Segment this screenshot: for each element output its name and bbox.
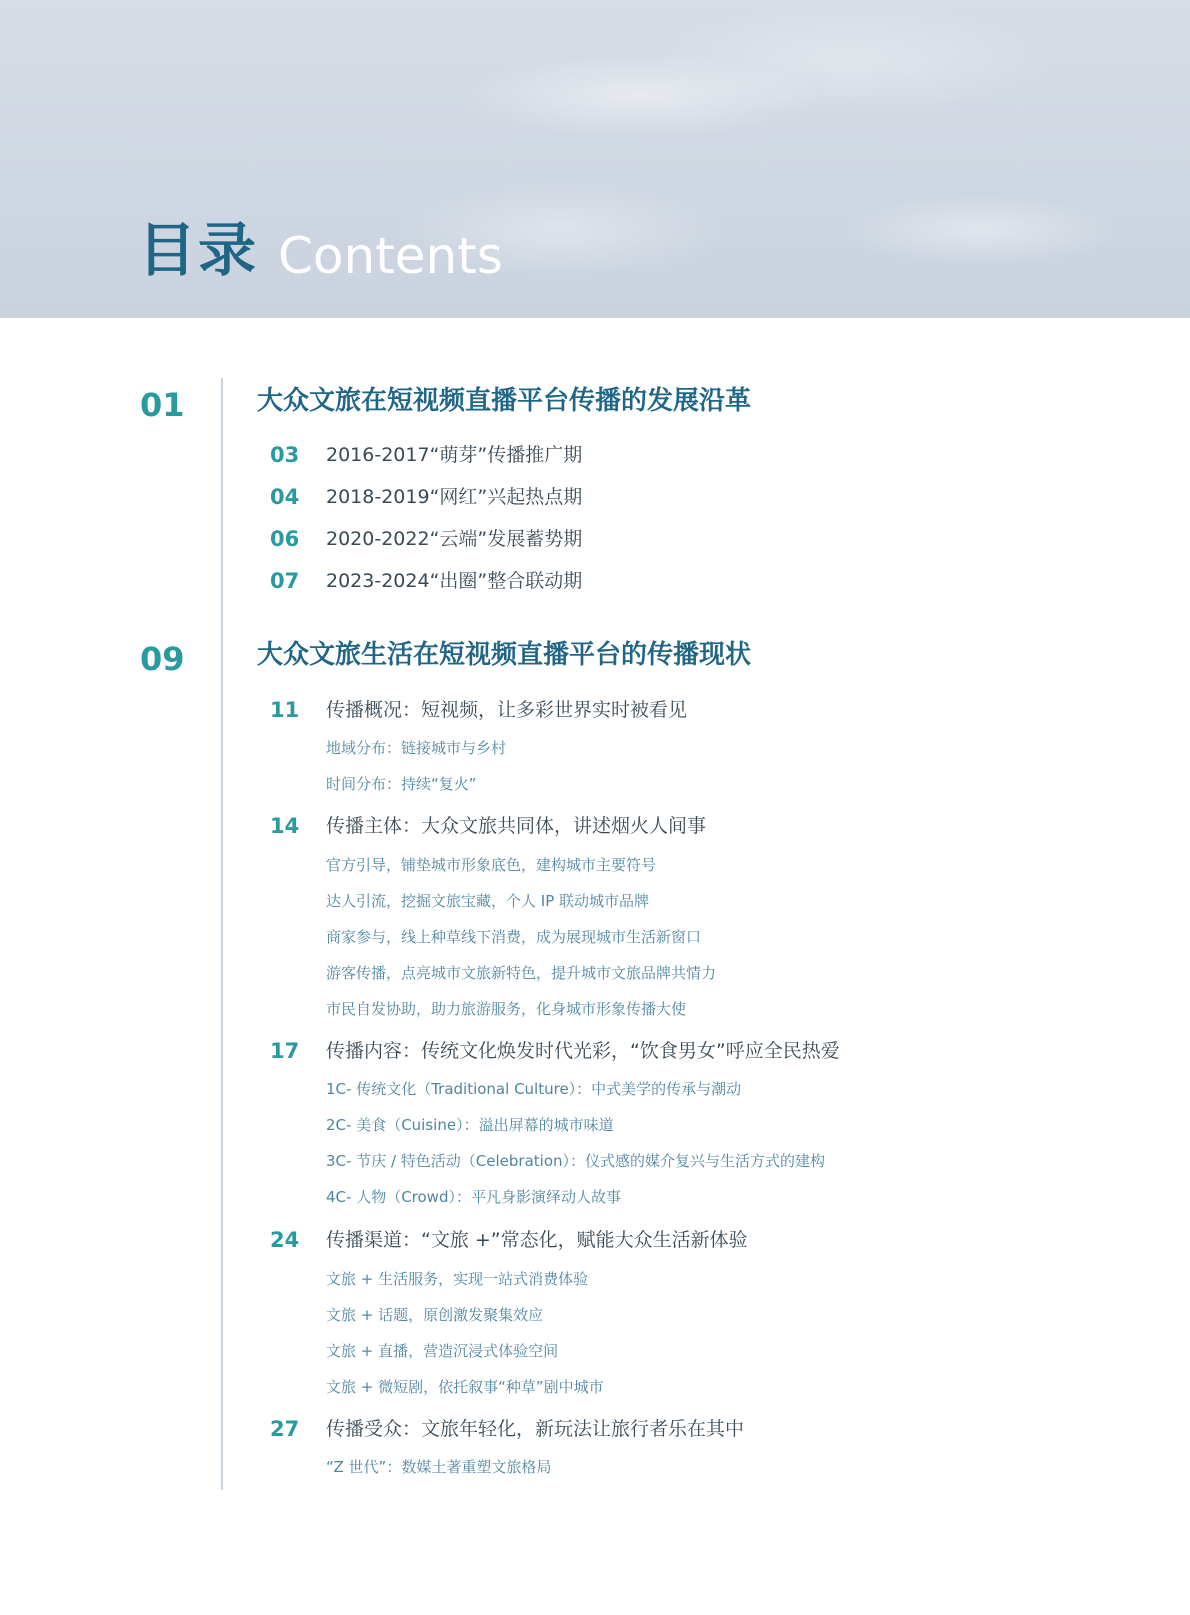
toc-entry[interactable]: 传播概况：短视频，让多彩世界实时被看见 xyxy=(326,699,688,721)
entry-page-number: 17 xyxy=(270,1039,300,1063)
toc-subitem[interactable]: 地域分布：链接城市与乡村 xyxy=(326,739,507,757)
entry-page-number: 07 xyxy=(270,569,300,593)
entry-page-number: 14 xyxy=(270,814,300,838)
toc-entry[interactable]: 2020-2022“云端”发展蓄势期 xyxy=(326,528,583,550)
toc-entry[interactable]: 传播受众：文旅年轻化，新玩法让旅行者乐在其中 xyxy=(326,1418,745,1440)
entry-page-number: 24 xyxy=(270,1228,300,1252)
toc-subitem[interactable]: 官方引导，铺垫城市形象底色，建构城市主要符号 xyxy=(326,856,657,874)
title-chinese: 目录 xyxy=(138,216,259,284)
toc-entry[interactable]: 传播主体：大众文旅共同体，讲述烟火人间事 xyxy=(326,815,707,837)
header-banner xyxy=(0,0,1190,318)
entry-page-number: 11 xyxy=(270,698,300,722)
toc-subitem[interactable]: 游客传播，点亮城市文旅新特色，提升城市文旅品牌共情力 xyxy=(326,964,717,982)
toc-entry[interactable]: 传播内容：传统文化焕发时代光彩，“饮食男女”呼应全民热爱 xyxy=(326,1040,840,1062)
section-2-title[interactable]: 大众文旅生活在短视频直播平台的传播现状 xyxy=(257,640,752,670)
toc-entry[interactable]: 传播渠道：“文旅 +”常态化，赋能大众生活新体验 xyxy=(326,1229,748,1251)
toc-subitem[interactable]: 商家参与，线上种草线下消费，成为展现城市生活新窗口 xyxy=(326,928,702,946)
toc-entry[interactable]: 2018-2019“网红”兴起热点期 xyxy=(326,486,583,508)
toc-subitem[interactable]: 2C- 美食（Cuisine）：溢出屏幕的城市味道 xyxy=(326,1116,614,1134)
toc-subitem[interactable]: 文旅 + 话题，原创激发聚集效应 xyxy=(326,1306,544,1324)
toc-subitem[interactable]: 文旅 + 微短剧，依托叙事“种草”剧中城市 xyxy=(326,1378,604,1396)
entry-page-number: 06 xyxy=(270,527,300,551)
toc-divider-line xyxy=(221,378,223,1490)
entry-page-number: 04 xyxy=(270,485,300,509)
toc-subitem[interactable]: 时间分布：持续“复火” xyxy=(326,775,477,793)
toc-subitem[interactable]: 文旅 + 直播，营造沉浸式体验空间 xyxy=(326,1342,559,1360)
toc-subitem[interactable]: “Z 世代”：数媒土著重塑文旅格局 xyxy=(326,1458,552,1476)
entry-page-number: 03 xyxy=(270,443,300,467)
toc-subitem[interactable]: 3C- 节庆 / 特色活动（Celebration）：仪式感的媒介复兴与生活方式的建构 xyxy=(326,1152,826,1170)
toc-entry[interactable]: 2023-2024“出圈”整合联动期 xyxy=(326,570,583,592)
section-2-page-number: 09 xyxy=(140,640,185,678)
entry-page-number: 27 xyxy=(270,1417,300,1441)
section-1-title[interactable]: 大众文旅在短视频直播平台传播的发展沿革 xyxy=(257,386,752,416)
toc-entry[interactable]: 2016-2017“萌芽”传播推广期 xyxy=(326,444,583,466)
section-1-page-number: 01 xyxy=(140,386,185,424)
toc-subitem[interactable]: 4C- 人物（Crowd）：平凡身影演绎动人故事 xyxy=(326,1188,621,1206)
toc-subitem[interactable]: 达人引流，挖掘文旅宝藏，个人 IP 联动城市品牌 xyxy=(326,892,650,910)
toc-subitem[interactable]: 市民自发协助，助力旅游服务，化身城市形象传播大使 xyxy=(326,1000,687,1018)
title-english: Contents xyxy=(278,227,503,285)
toc-subitem[interactable]: 1C- 传统文化（Traditional Culture）：中式美学的传承与潮动 xyxy=(326,1080,742,1098)
toc-subitem[interactable]: 文旅 + 生活服务，实现一站式消费体验 xyxy=(326,1270,589,1288)
